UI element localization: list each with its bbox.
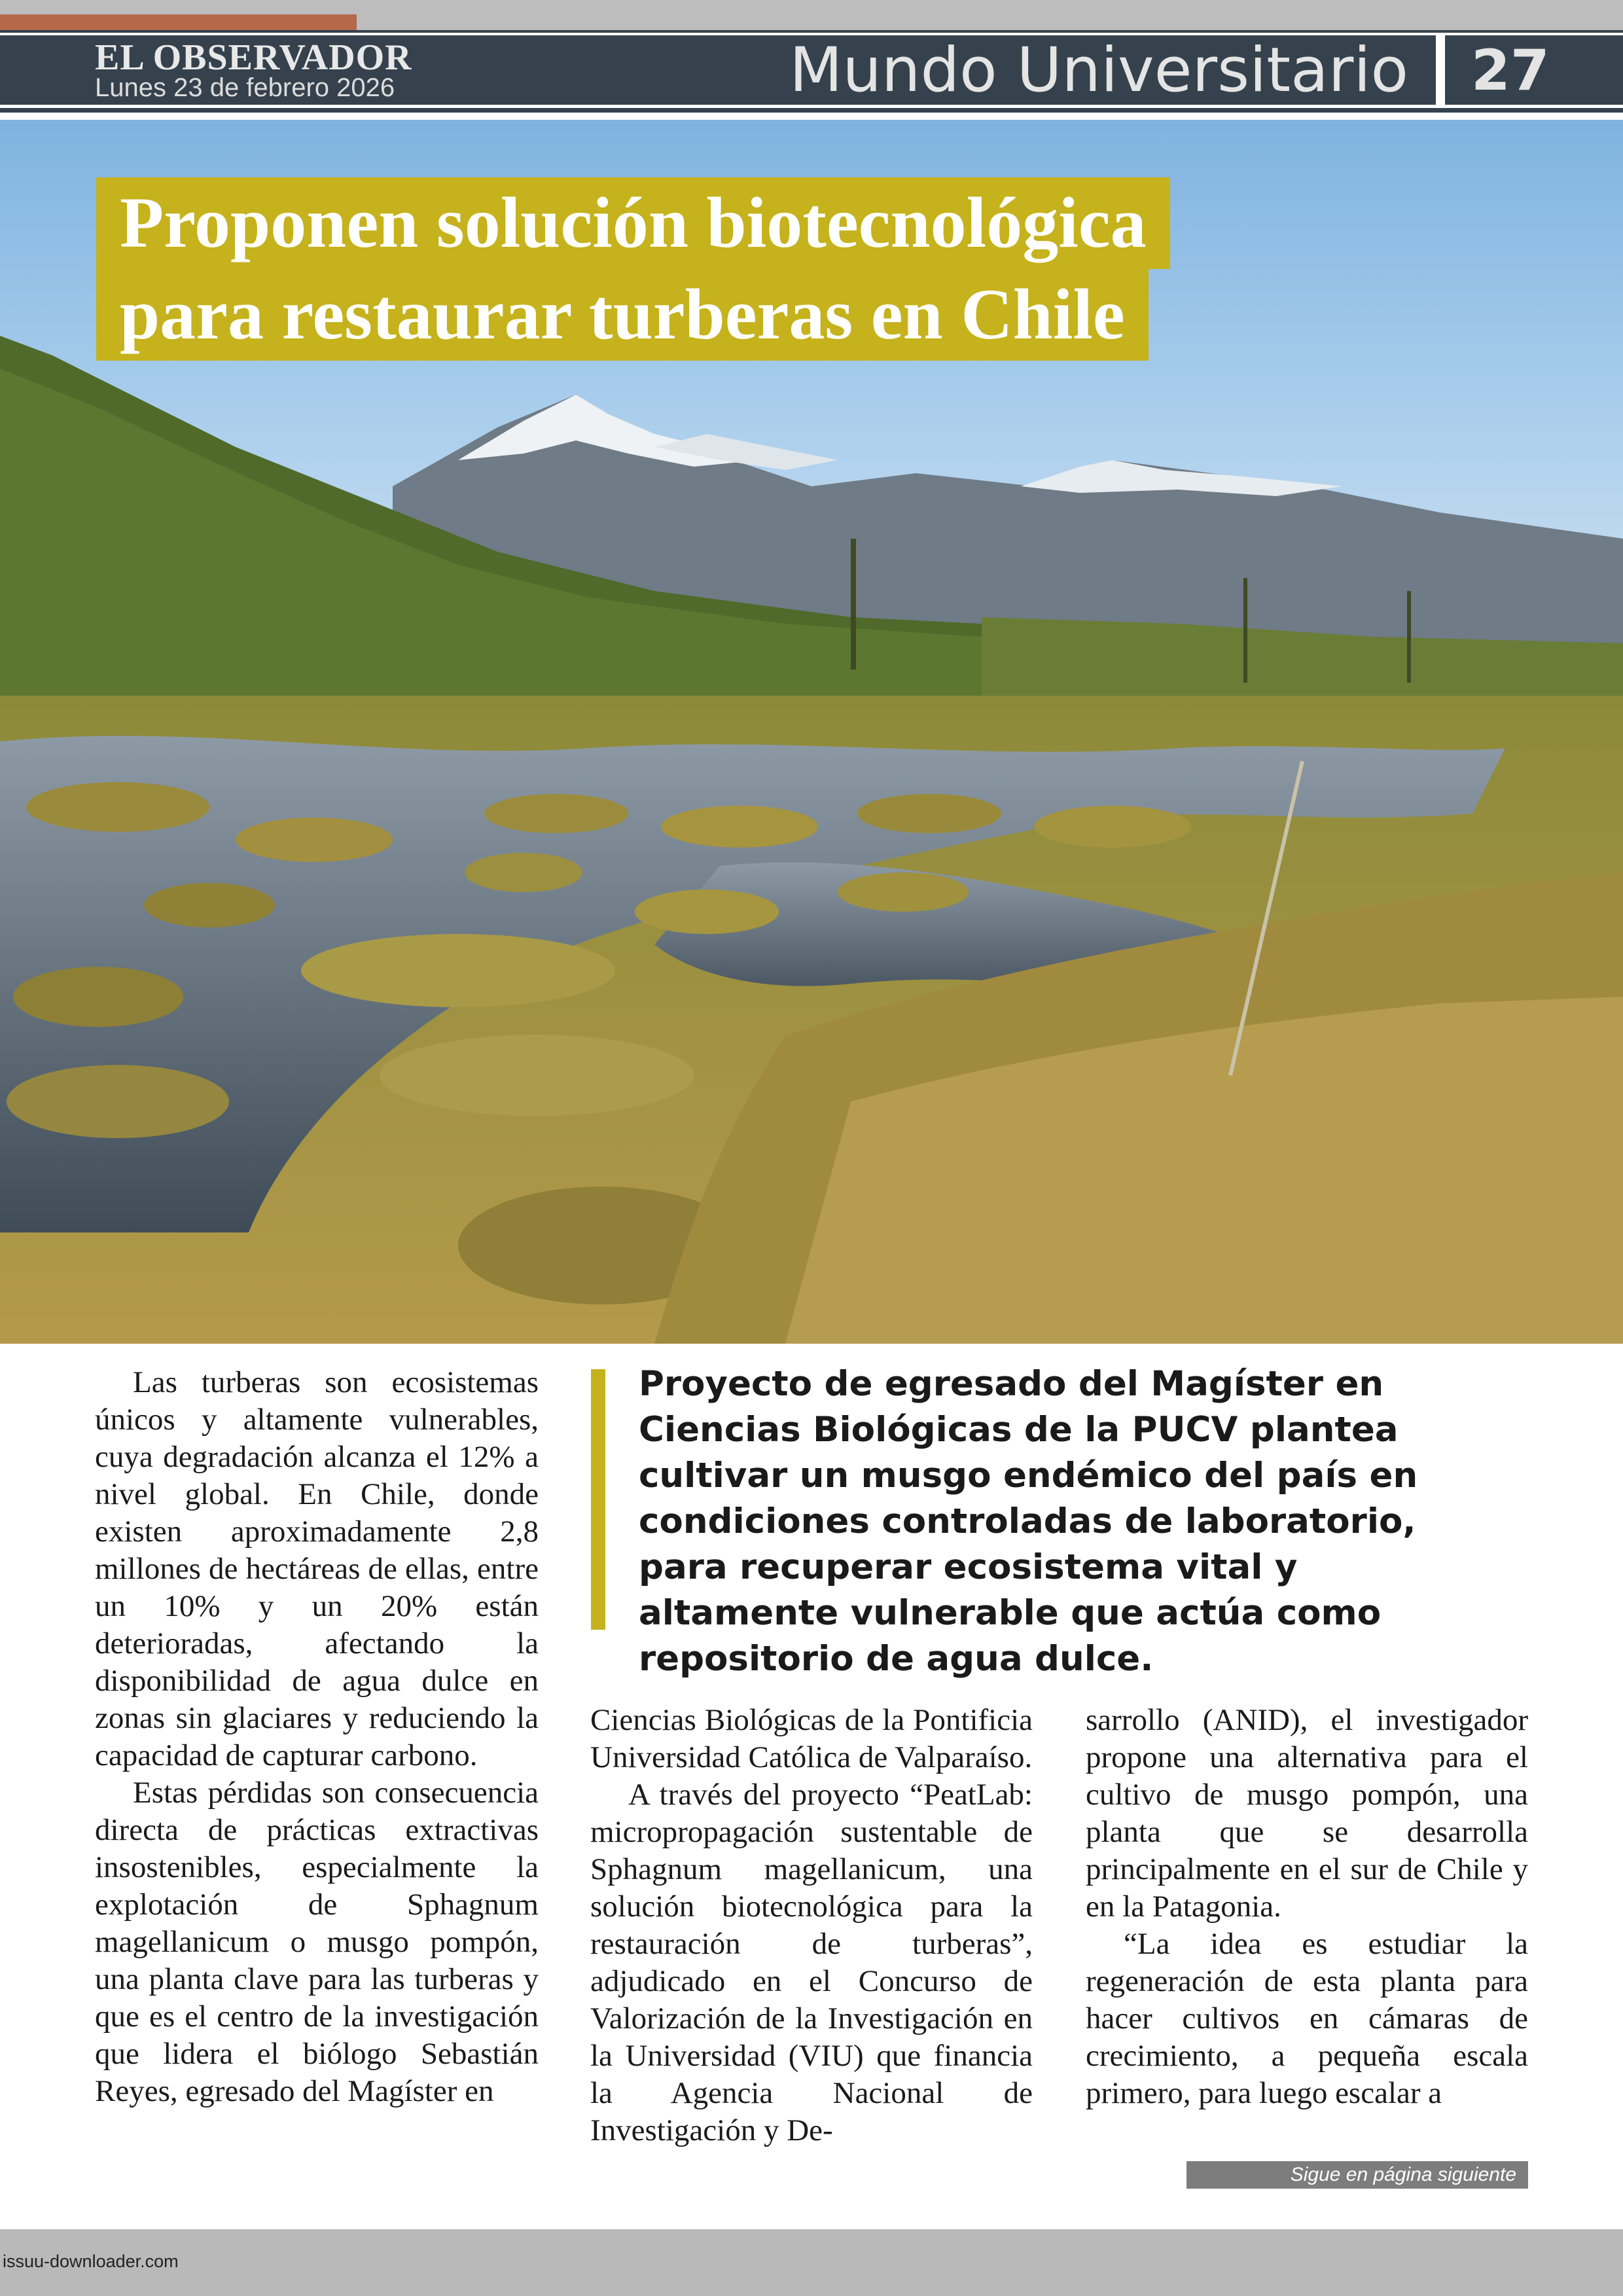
masthead: EL OBSERVADOR: [95, 37, 412, 78]
publication-date: Lunes 23 de febrero 2026: [95, 73, 395, 102]
paragraph: Las turberas son ecosistemas únicos y altamente vulnerables, cuya degradación alcanza el 12% a nivel global. En Chile, donde existen aproximadamente 2,8 millones de hectáreas de ellas, entre un 10% y un 20% están deterioradas, afectando la disponibilidad de agua dulce en zonas sin glaciares y reduciendo la capacidad de capturar carbono.: [95, 1365, 539, 1772]
paragraph: Estas pérdidas son consecuencia directa de prácticas extractivas insostenibles, especialmente la explotación de Sphagnum magellanicum o musgo pompón, una planta clave para las turberas y que es el centro de la investigación que lidera el biólogo Sebastián Reyes, egresado del Magíster en: [95, 1776, 539, 2108]
section-title: Mundo Universitario: [789, 35, 1408, 106]
top-accent-strip: [0, 14, 357, 30]
headline-line-1: Proponen solución biotecnológica: [96, 177, 1170, 269]
article-column-3: [1086, 1702, 1528, 2112]
paragraph: A través del proyecto “PeatLab: micropropagación sustentable de Sphagnum magellanicum, una solución biotecnológica para la restauración de turberas”, adjudicado en el Concurso de Valorización de la Investigación en la Universidad (VIU) que financia la Agencia Nacional de Investigación y De-: [590, 1778, 1033, 2147]
section-divider: [1436, 33, 1445, 108]
article-column-2: [590, 1702, 1033, 2149]
headline-line-2: para restaurar turberas en Chile: [96, 269, 1149, 361]
paragraph: sarrollo (ANID), el investigador propone una alternativa para el cultivo de musgo pompón, una planta que se desarrolla principalmente en el sur de Chile y en la Patagonia.: [1086, 1703, 1528, 1924]
article-column-1: [95, 1364, 539, 2110]
page-number: 27: [1471, 38, 1550, 103]
bottom-strip: [0, 2229, 1623, 2296]
continued-on-next-page-tag[interactable]: Sigue en página siguiente: [1186, 2161, 1528, 2189]
source-watermark: issuu-downloader.com: [3, 2251, 179, 2271]
paragraph: Ciencias Biológicas de la Pontificia Universidad Católica de Valparaíso.: [590, 1703, 1033, 1774]
paragraph: “La idea es estudiar la regeneración de esta planta para hacer cultivos en cámaras de crecimiento, a pequeña escala primero, para luego escalar a: [1086, 1927, 1528, 2110]
lead-accent-bar: [591, 1369, 605, 1630]
article-lead: Proyecto de egresado del Magíster en Ciencias Biológicas de la PUCV plantea cultivar un musgo endémico del país en condiciones controladas de laboratorio, para recuperar ecosistema vital y altamente vulnerable que actúa como repositorio de agua dulce.: [639, 1364, 1418, 1679]
